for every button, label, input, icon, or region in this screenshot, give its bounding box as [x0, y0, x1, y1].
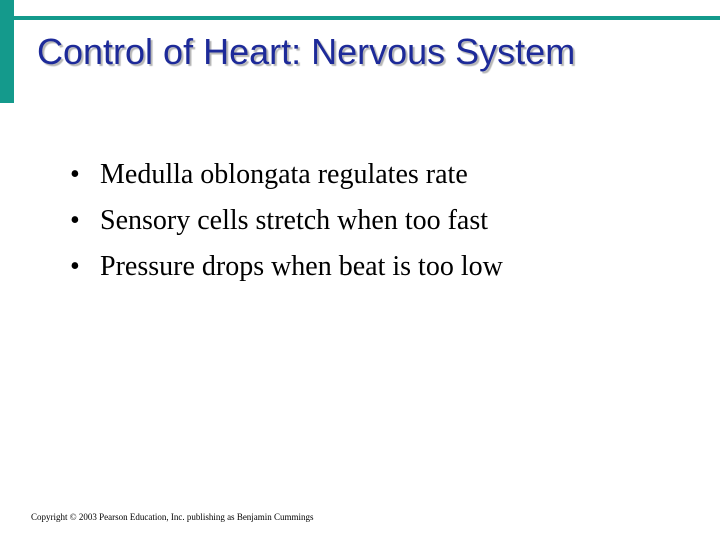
slide-title: Control of Heart: Nervous System	[37, 31, 576, 72]
bullet-icon: •	[70, 205, 80, 236]
copyright-footer: Copyright © 2003 Pearson Education, Inc. publishing as Benjamin Cummings	[31, 512, 314, 522]
bullet-text: Sensory cells stretch when too fast	[100, 205, 489, 236]
accent-top-rule	[14, 16, 720, 20]
bullet-list	[70, 154, 503, 292]
bullet-text: Pressure drops when beat is too low	[100, 251, 503, 282]
bullet-text: Medulla oblongata regulates rate	[100, 159, 468, 190]
accent-side-bar	[0, 0, 14, 103]
bullet-item	[70, 154, 503, 200]
bullet-item	[70, 200, 503, 246]
bullet-item	[70, 246, 503, 292]
bullet-icon: •	[70, 159, 80, 190]
bullet-icon: •	[70, 251, 80, 282]
